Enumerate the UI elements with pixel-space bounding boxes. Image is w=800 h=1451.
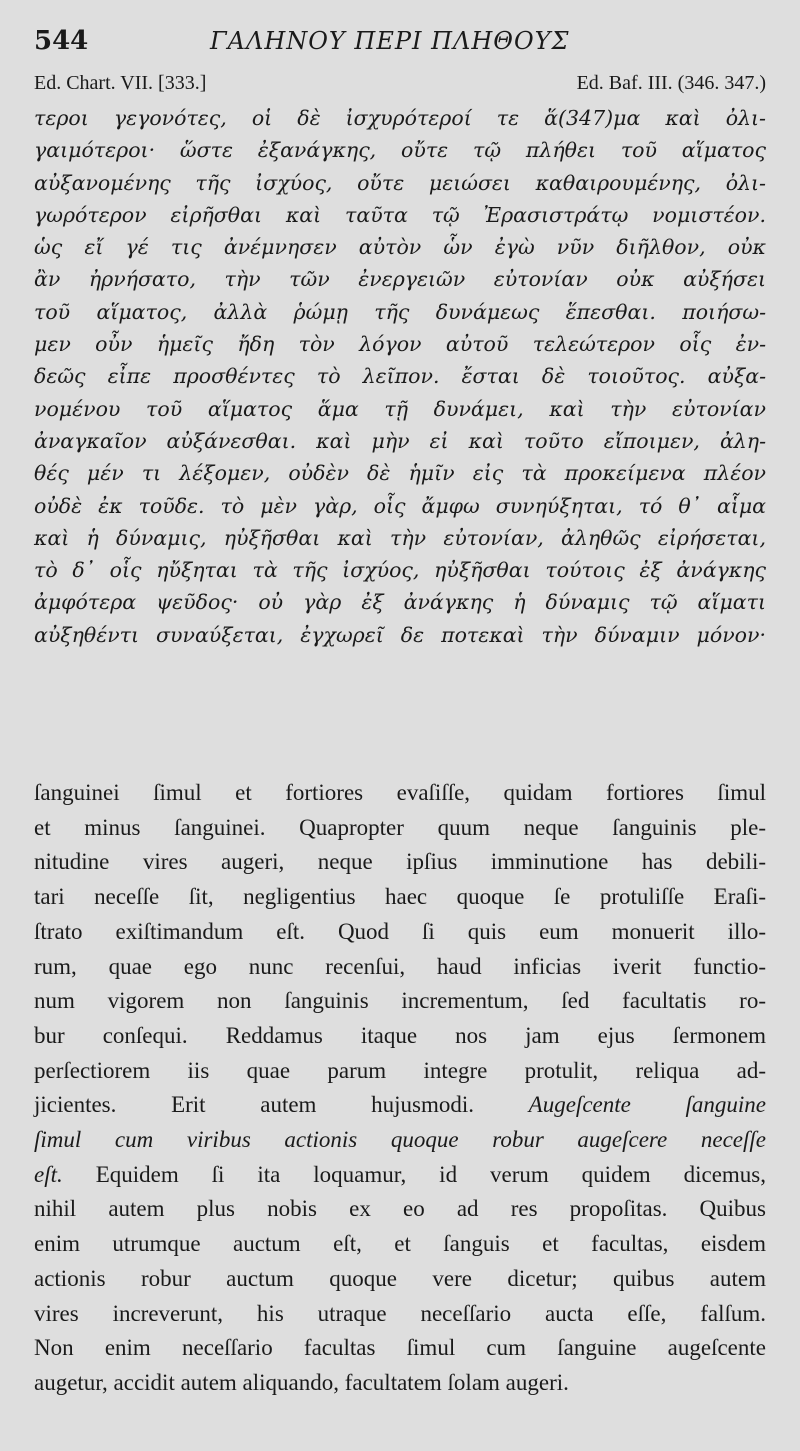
greek-line: οὐδὲ ἐκ τοῦδε. τὸ μὲν γὰρ, οἷς ἄμφω συνηύξηται, τό θ᾽ αἷμα [34, 493, 766, 518]
latin-line: vires increverunt, his utraque neceſſario aucta eſſe, falſum. [34, 1300, 766, 1326]
greek-line: αὐξανομένης τῆς ἰσχύος, οὔτε μειώσει καθαιρουμένης, ὀλι- [34, 170, 766, 195]
greek-line: δεῶς εἶπε προσθέντες τὸ λεῖπον. ἔσται δὲ τοιοῦτος. αὐξα- [34, 364, 766, 389]
latin-line: tari neceſſe ſit, negligentius haec quoque ſe protuliſſe Eraſi- [34, 884, 766, 910]
page-header [34, 26, 766, 56]
edition-basel: Ed. Baf. III. (346. 347.) [576, 72, 766, 94]
latin-line-with-italic [34, 1158, 766, 1193]
greek-line: τεροι γεγονότες, οἱ δὲ ἰσχυρότεροί τε ἅ(347)μα καὶ ὀλι- [34, 106, 766, 130]
latin-line: ſtrato exiſtimandum eſt. Quod ſi quis eum monuerit illo- [34, 918, 766, 944]
latin-text: Equidem ſi ita loquamur, id verum quidem dicemus, [95, 1161, 767, 1187]
greek-line: νομένου τοῦ αἵματος ἅμα τῇ δυνάμει, καὶ τὴν εὐτονίαν [34, 396, 766, 421]
latin-line: et minus ſanguinei. Quapropter quum neque ſanguinis ple- [34, 814, 766, 840]
latin-line: rum, quae ego nunc recenſui, haud inficias iverit functio- [34, 953, 766, 979]
greek-text-block [34, 102, 766, 651]
latin-line: num vigorem non ſanguinis incrementum, ſed facultatis ro- [34, 988, 766, 1014]
latin-line-with-italic [34, 1088, 766, 1123]
greek-line: ἀμφότερα ψεῦδος· οὐ γὰρ ἐξ ἀνάγκης ἡ δύναμις τῷ αἵματι [34, 590, 766, 615]
edition-chartier: Ed. Chart. VII. [333.] [34, 72, 207, 94]
greek-line: γαιμότεροι· ὥστε ἐξανάγκης, οὔτε τῷ πλήθει τοῦ αἵματος [34, 138, 766, 163]
latin-text: jicientes. Erit autem hujusmodi. [34, 1092, 474, 1118]
page-number: 544 [34, 26, 89, 56]
greek-line: θές μέν τι λέξομεν, οὐδὲν δὲ ἡμῖν εἰς τὰ προκείμενα πλέον [34, 461, 766, 486]
latin-line: bur conſequi. Reddamus itaque nos jam ejus ſermonem [34, 1022, 766, 1048]
latin-italic-line: ſimul cum viribus actionis quoque robur augeſcere neceſſe [34, 1127, 766, 1153]
greek-line: ἀναγκαῖον αὐξάνεσθαι. καὶ μὴν εἰ καὶ τοῦτο εἴποιμεν, ἀλη- [34, 428, 766, 453]
latin-italic-text: eſt. [34, 1161, 63, 1187]
latin-line: nitudine vires augeri, neque ipſius imminutione has debili- [34, 849, 766, 875]
edition-references [34, 72, 766, 95]
latin-italic-text: Augeſcente ſanguine [528, 1092, 767, 1118]
latin-line: ſanguinei ſimul et fortiores evaſiſſe, quidam fortiores ſimul [34, 780, 766, 805]
greek-line: ἂν ἠρνήσατο, τὴν τῶν ἐνεργειῶν εὐτονίαν οὐκ αὐξήσει [34, 267, 766, 292]
greek-line: ὡς εἴ γέ τις ἀνέμνησεν αὐτὸν ὧν ἐγὼ νῦν διῆλθον, οὐκ [34, 235, 766, 260]
latin-line: augetur, accidit autem aliquando, facultatem ſolam augeri. [34, 1369, 569, 1395]
latin-line: nihil autem plus nobis ex eo ad res propoſitas. Quibus [34, 1196, 766, 1222]
greek-line: μεν οὖν ἡμεῖς ἤδη τὸν λόγον αὐτοῦ τελεώτερον οἷς ἐν- [34, 332, 766, 357]
greek-line: αὐξηθέντι συναύξεται, ἐγχωρεῖ δε ποτεκαὶ τὴν δύναμιν μόνον· [34, 622, 766, 647]
greek-line: γωρότερον εἰρῆσθαι καὶ ταῦτα τῷ Ἐρασιστράτῳ νομιστέον. [34, 202, 766, 227]
latin-line: enim utrumque auctum eſt, et ſanguis et facultas, eisdem [34, 1231, 766, 1257]
running-title: ΓΑΛΗΝΟΥ ΠΕΡΙ ΠΛΗΘΟΥΣ [210, 27, 570, 55]
latin-line: perſectiorem iis quae parum integre protulit, reliqua ad- [34, 1057, 766, 1083]
latin-line: Non enim neceſſario facultas ſimul cum ſanguine augeſcente [34, 1335, 766, 1361]
greek-line: τὸ δ᾽ οἷς ηὔξηται τὰ τῆς ἰσχύος, ηὐξῆσθαι τούτοις ἐξ ἀνάγκης [34, 558, 766, 583]
latin-text-block [34, 776, 766, 1401]
latin-line: actionis robur auctum quoque vere dicetur; quibus autem [34, 1265, 766, 1291]
greek-line: καὶ ἡ δύναμις, ηὐξῆσθαι καὶ τὴν εὐτονίαν, ἀληθῶς εἰρήσεται, [34, 525, 766, 550]
greek-line: τοῦ αἵματος, ἀλλὰ ῥώμῃ τῆς δυνάμεως ἕπεσθαι. ποιήσω- [34, 299, 766, 324]
